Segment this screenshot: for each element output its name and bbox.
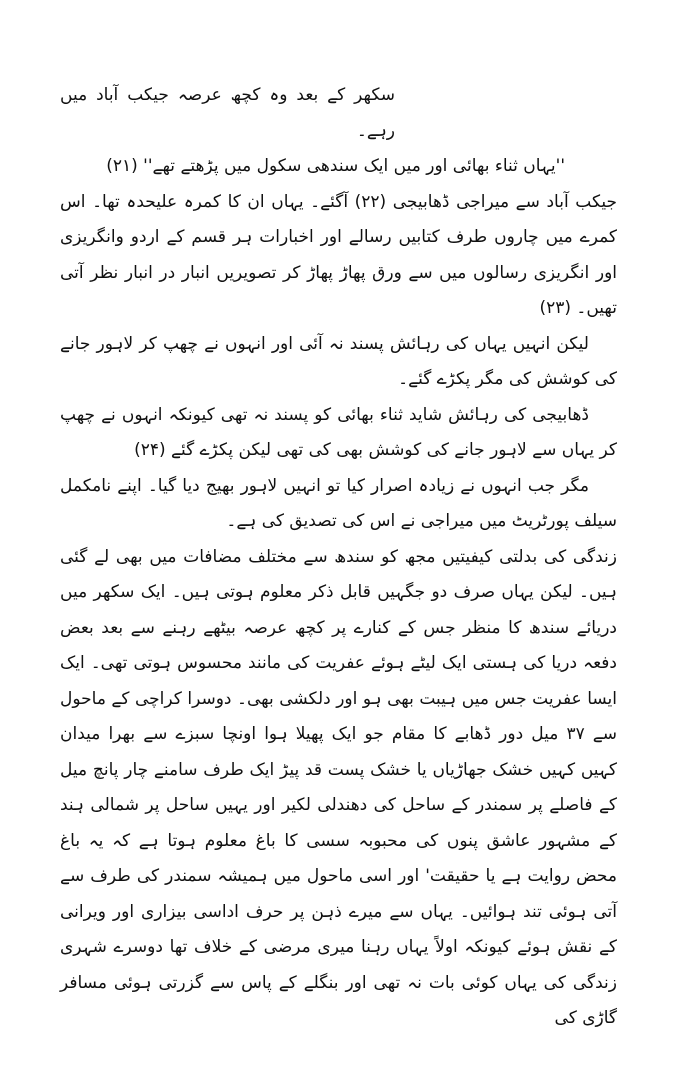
- page-text: [60, 78, 617, 1037]
- quotation-21: ''یہاں ثناء بھائی اور میں ایک سندھی سکول میں پڑھتے تھے'' (۲۱): [106, 156, 565, 176]
- paragraph-sana-quote: ڈھابیجی کی رہائش شاید ثناء بھائی کو پسند نہ تھی کیونکہ انہوں نے چھپ کر یہاں سے لاہور جانے کی کوشش بھی کی تھی لیکن پکڑے گئے (۲۴): [60, 404, 617, 460]
- paragraph-sent-to-lahore: مگر جب انہوں نے زیادہ اصرار کیا تو انہیں لاہور بھیج دیا گیا۔ اپنے نامکمل سیلف پورٹریٹ میں میراجی نے اس کی تصدیق کی ہے۔: [60, 475, 617, 531]
- paragraph-escape-attempt: لیکن انہیں یہاں کی رہائش پسند نہ آئی اور انہوں نے چھپ کر لاہور جانے کی کوشش کی مگر پکڑے گئے۔: [60, 333, 617, 389]
- paragraph-self-portrait: زندگی کی بدلتی کیفیتیں مجھ کو سندھ سے مختلف مضافات میں بھی لے گئی ہیں۔ لیکن یہاں صرف دو جگہیں قابل ذکر معلوم ہوتی ہیں۔ ایک سکھر میں دریائے سندھ کا منظر جس کے کنارے پر کچھ عرصہ بیٹھے رہنے سے بعد بعض دفعہ دریا کی ہستی ایک لیٹے ہوئے عفریت کی مانند محسوس ہوتی تھی۔ ایک ایسا عفریت جس میں ہیبت بھی ہو اور دلکشی بھی۔ دوسرا کراچی کے ماحول سے ۳۷ میل دور ڈھابے کا مقام جو ایک پھیلا ہوا اونچا سبزے سے بھرا میدان کہیں کہیں خشک جھاڑیاں یا خشک پست قد پیڑ ایک طرف سامنے چار پانچ میل کے فاصلے پر سمندر کے ساحل کی دھندلی لکیر اور یہیں ساحل پر شمالی ہند کے مشہور عاشق پنوں کی محبوبہ سسی کا باغ معلوم ہوتا ہے کہ یہ باغ محض روایت ہے یا حقیقت' اور اسی ماحول میں ہمیشہ سمندر کی طرف سے آتی ہوئی تند ہوائیں۔ یہاں سے میرے ذہن پر حرف اداسی بیزاری اور ویرانی کے نقش ہوئے کیونکہ اولاً یہاں رہنا میری مرضی کے خلاف تھا دوسرے شہری زندگی کی یہاں کوئی بات نہ تھی اور بنگلے کے پاس سے گزرتی ہوئی مسافر گاڑی کی: [60, 546, 618, 1028]
- paragraph-dhabeji-room: جیکب آباد سے میراجی ڈھابیجی (۲۲) آگئے۔ یہاں ان کا کمرہ علیحدہ تھا۔ اس کمرے میں چاروں طرف کتابیں رسالے اور اخبارات ہر قسم کے اردو وانگریزی اور انگریزی رسالوں میں سے ورق پھاڑ پھاڑ کر تصویریں انبار در انبار نظر آتی تھیں۔ (۲۳): [60, 191, 617, 318]
- paragraph-intro: سکھر کے بعد وہ کچھ عرصہ جیکب آباد میں رہے۔: [60, 85, 395, 141]
